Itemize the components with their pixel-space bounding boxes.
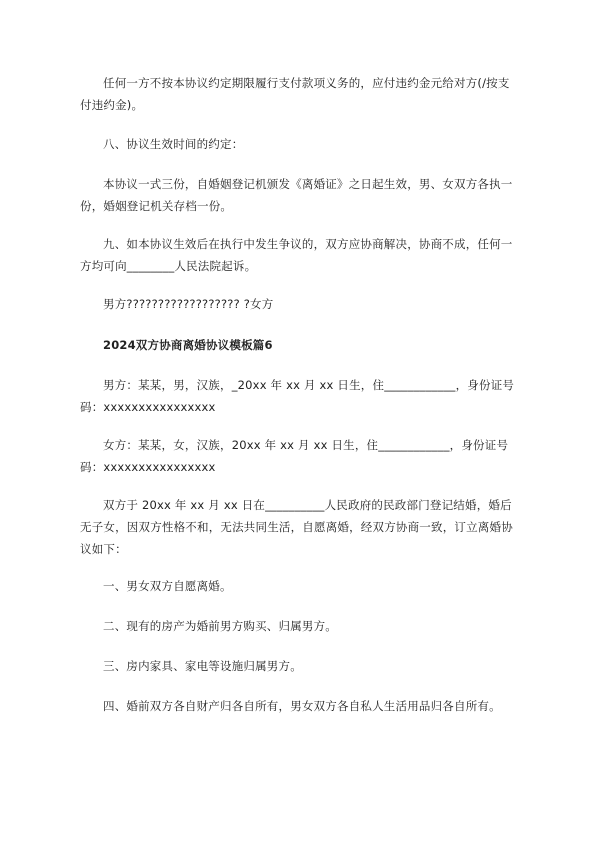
clause-3: 三、房内家具、家电等设施归属男方。 bbox=[103, 659, 302, 673]
clause-2: 二、现有的房产为婚前男方购买、归属男方。 bbox=[103, 619, 337, 633]
section-title: 2024双方协商离婚协议模板篇6 bbox=[103, 338, 273, 352]
paragraph-husband: 男方：某某，男，汉族，_20xx 年 xx 月 xx 日生，住____________，身份证号码：xxxxxxxxxxxxxxxx bbox=[80, 378, 515, 414]
paragraph-wife: 女方：某某，女，汉族，20xx 年 xx 月 xx 日生，住____________，身份证号码：xxxxxxxxxxxxxxxx bbox=[80, 438, 509, 474]
signature-line: 男方?????????????????? ?女方 bbox=[103, 297, 274, 311]
paragraph-penalty: 任何一方不按本协议约定期限履行支付款项义务的，应付违约金元给对方(/按支付违约金)。 bbox=[80, 76, 510, 112]
paragraph-marriage: 双方于 20xx 年 xx 月 xx 日在__________人民政府的民政部门登记结婚，婚后无子女，因双方性格不和，无法共同生活，自愿离婚，经双方协商一致，订立离婚协议如下： bbox=[80, 498, 513, 556]
paragraph-section-9: 九、如本协议生效后在执行中发生争议的，双方应协商解决，协商不成，任何一方均可向________人民法院起诉。 bbox=[80, 237, 513, 273]
clause-1: 一、男女双方自愿离婚。 bbox=[103, 579, 232, 593]
heading-section-8: 八、协议生效时间的约定： bbox=[103, 137, 244, 151]
paragraph-effective: 本协议一式三份，自婚姻登记机颁发《离婚证》之日起生效，男、女双方各执一份，婚姻登记机关存档一份。 bbox=[80, 177, 513, 213]
clause-4: 四、婚前双方各自财产归各自所有，男女双方各自私人生活用品归各自所有。 bbox=[103, 699, 501, 713]
